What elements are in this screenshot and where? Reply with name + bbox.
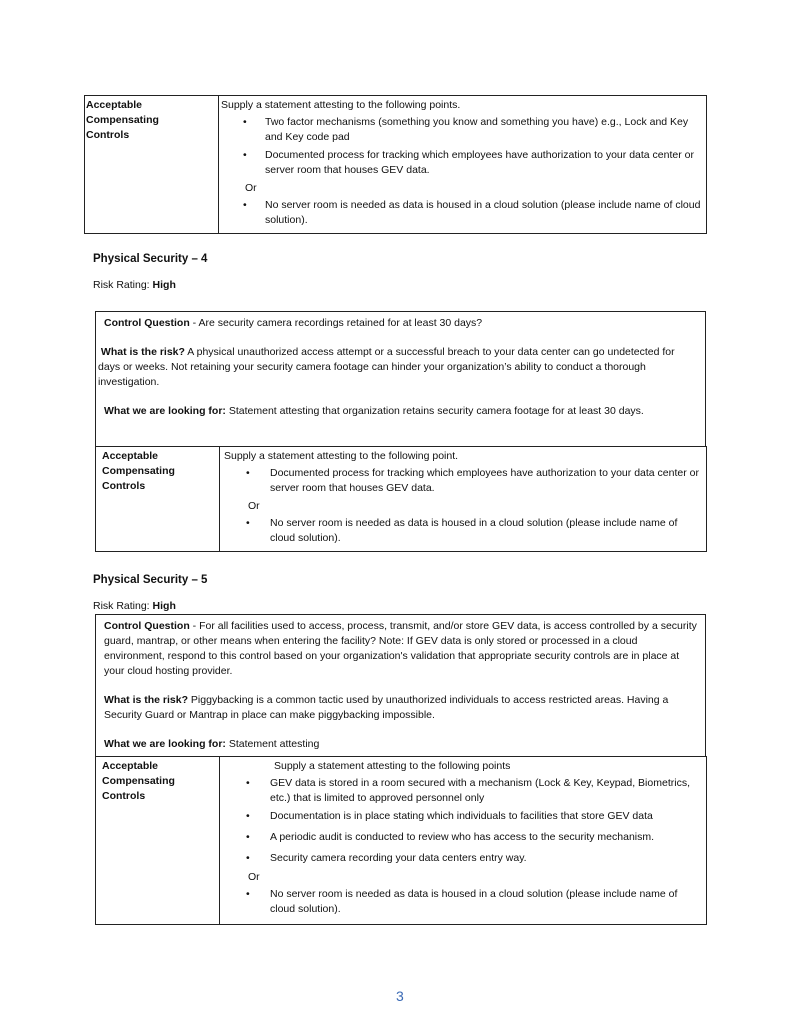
acceptable-controls-label xyxy=(96,757,220,925)
section-title: Physical Security – 5 xyxy=(93,574,208,586)
risk-question-text: A physical unauthorized access attempt or a successful breach to your data center can go undetected for days or weeks. Not retaining your security camera footage can hinder your organization’s ability to conduct a thorough investigation. xyxy=(98,346,675,388)
label-line: Controls xyxy=(102,790,146,802)
bullet-list xyxy=(221,115,702,178)
list-item: • Documented process for tracking which employees have authorization to your data center or server room that houses GEV data. xyxy=(224,466,702,496)
label-line: Compensating xyxy=(86,114,159,126)
label-line: Compensating xyxy=(102,775,175,787)
control-question-text: - Are security camera recordings retained for at least 30 days? xyxy=(189,317,483,329)
section-title: Physical Security – 4 xyxy=(93,253,208,265)
risk-description xyxy=(98,345,697,390)
compensating-controls-table-1 xyxy=(84,95,707,234)
list-item: • Documented process for tracking which employees have authorization to your data center or server room that houses GEV data. xyxy=(221,148,702,178)
compensating-controls-table-5 xyxy=(95,756,707,925)
risk-rating xyxy=(93,599,176,614)
label-line: Controls xyxy=(86,129,130,141)
label-line: Acceptable xyxy=(102,760,159,772)
risk-question-label: What is the risk? xyxy=(100,346,185,358)
acceptable-controls-content xyxy=(220,757,707,925)
list-item: • No server room is needed as data is housed in a cloud solution (please include name of cloud solution). xyxy=(221,198,702,228)
control-question-label: Control Question xyxy=(104,620,190,632)
looking-for-text: Statement attesting that organization retains security camera footage for at least 30 days. xyxy=(225,405,644,417)
label-line: Compensating xyxy=(102,465,175,477)
compensating-controls-table-4 xyxy=(95,446,707,552)
or-text: Or xyxy=(248,500,260,512)
control-question-box xyxy=(95,614,706,756)
bullet-list xyxy=(221,198,702,228)
acceptable-controls-content xyxy=(219,96,707,234)
bullet-list xyxy=(224,776,702,866)
label-line: Acceptable xyxy=(86,99,143,111)
intro-text: Supply a statement attesting to the following points xyxy=(274,760,511,772)
risk-question-text: Piggybacking is a common tactic used by unauthorized individuals to access restricted areas. Having a Security Guard or Mantrap in place can make piggybacking impossible. xyxy=(104,694,669,721)
bullet-list xyxy=(224,516,702,546)
control-question-text: - For all facilities used to access, process, transmit, and/or store GEV data, is access controlled by a security guard, mantrap, or other means when entering the facility? Note: If GEV data is only stored or processed in a cloud environment, respond to this control based on your organization's validation that appropriate security controls are in place at your cloud hosting provider. xyxy=(104,620,697,677)
list-item: • Documentation is in place stating which individuals to facilities that store GEV data xyxy=(224,809,702,824)
bullet-list xyxy=(224,887,702,917)
looking-for-text: Statement attesting xyxy=(225,738,320,750)
intro-text: Supply a statement attesting to the following point. xyxy=(224,450,459,462)
list-item: • GEV data is stored in a room secured with a mechanism (Lock & Key, Keypad, Biometrics, etc.) that is limited to approved personnel only xyxy=(224,776,702,806)
or-text: Or xyxy=(245,182,257,194)
or-text: Or xyxy=(248,871,260,883)
list-item: • No server room is needed as data is housed in a cloud solution (please include name of cloud solution). xyxy=(224,516,702,546)
looking-for xyxy=(104,404,697,419)
page-number: 3 xyxy=(396,988,404,1004)
intro-text: Supply a statement attesting to the following points. xyxy=(221,99,461,111)
acceptable-controls-label xyxy=(85,96,219,234)
label-line: Acceptable xyxy=(102,450,159,462)
looking-for xyxy=(104,737,697,752)
list-item: • A periodic audit is conducted to review who has access to the security mechanism. xyxy=(224,830,702,845)
looking-for-label: What we are looking for: xyxy=(104,738,226,750)
control-question xyxy=(104,316,697,331)
acceptable-controls-label xyxy=(96,447,220,552)
label-line: Controls xyxy=(102,480,146,492)
control-question xyxy=(104,619,697,679)
looking-for-label: What we are looking for: xyxy=(104,405,226,417)
list-item: • No server room is needed as data is housed in a cloud solution (please include name of cloud solution). xyxy=(224,887,702,917)
control-question-label: Control Question xyxy=(104,317,190,329)
acceptable-controls-content xyxy=(220,447,707,552)
risk-description xyxy=(104,693,697,723)
control-question-box xyxy=(95,311,706,446)
risk-rating xyxy=(93,278,176,293)
list-item: • Two factor mechanisms (something you know and something you have) e.g., Lock and Key and Key code pad xyxy=(221,115,702,145)
risk-rating-value: High xyxy=(152,279,176,291)
list-item: • Security camera recording your data centers entry way. xyxy=(224,851,702,866)
risk-rating-label: Risk Rating: xyxy=(93,279,153,291)
risk-rating-value: High xyxy=(152,600,176,612)
risk-question-label: What is the risk? xyxy=(104,694,189,706)
bullet-list xyxy=(224,466,702,496)
risk-rating-label: Risk Rating: xyxy=(93,600,153,612)
